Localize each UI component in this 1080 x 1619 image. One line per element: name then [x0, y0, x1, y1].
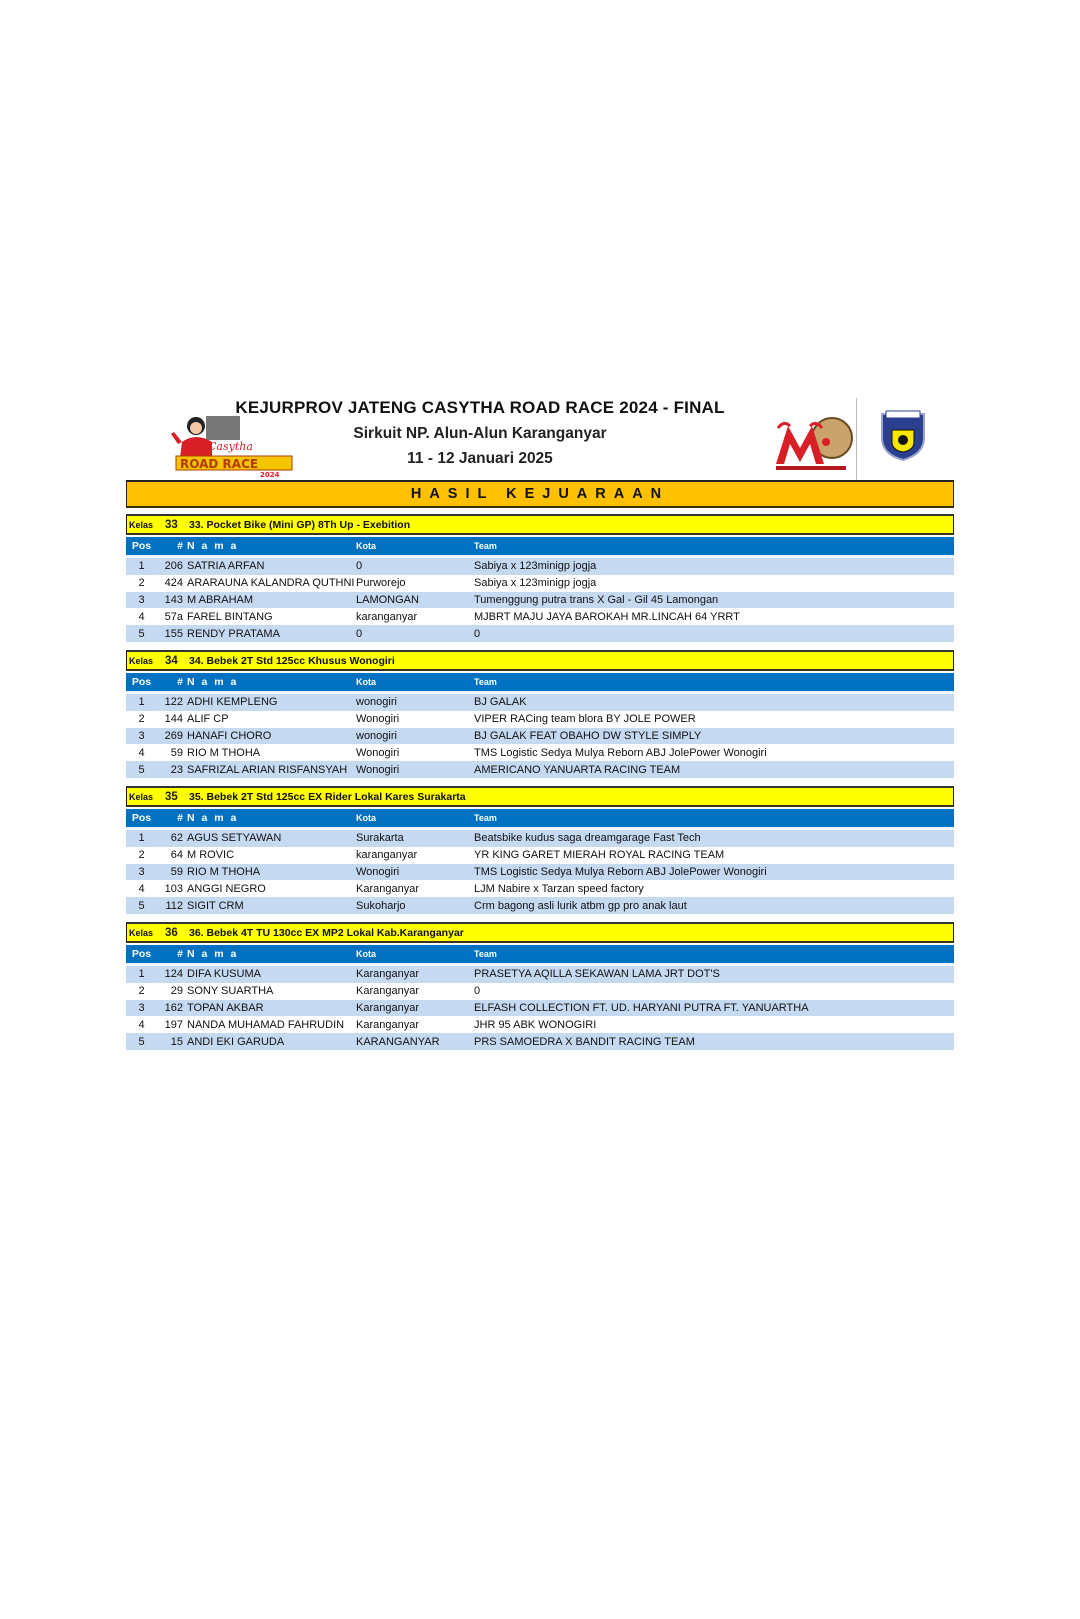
cell-nama: AGUS SETYAWAN: [187, 832, 282, 845]
cell-nama: ALIF CP: [187, 713, 229, 726]
cell-pos: 5: [138, 1035, 145, 1048]
cell-pos: 2: [138, 577, 145, 590]
cell-number: 197: [164, 1018, 183, 1031]
cell-team: Beatsbike kudus saga dreamgarage Fast Tech: [474, 832, 701, 845]
cell-team: Sabiya x 123minigp jogja: [474, 560, 597, 573]
imi-badge-logo: [878, 408, 928, 462]
cell-pos: 3: [138, 865, 145, 878]
col-pos: Pos: [131, 948, 152, 960]
col-number: #: [177, 540, 183, 552]
cell-team: Tumenggung putra trans X Gal - Gil 45 Lamongan: [474, 593, 719, 606]
cell-kota: Karanganyar: [356, 985, 419, 998]
cell-pos: 3: [138, 729, 145, 742]
cell-nama: ADHI KEMPLENG: [187, 696, 278, 709]
col-nama: N a m a: [187, 540, 239, 552]
class-label: Kelas: [129, 519, 154, 530]
cell-pos: 1: [138, 696, 145, 709]
result-rows: [126, 966, 954, 1050]
class-number: 35: [165, 790, 178, 803]
table-header: [126, 809, 954, 829]
cell-nama: SAFRIZAL ARIAN RISFANSYAH: [187, 763, 348, 776]
cell-number: 62: [170, 832, 183, 845]
cell-number: 269: [164, 729, 183, 742]
cell-nama: RENDY PRATAMA: [187, 627, 280, 640]
class-section: [126, 650, 954, 778]
cell-team: Crm bagong asli lurik atbm gp pro anak laut: [474, 899, 687, 912]
cell-team: PRASETYA AQILLA SEKAWAN LAMA JRT DOT'S: [474, 968, 720, 981]
cell-number: 143: [164, 593, 183, 606]
cell-pos: 2: [138, 713, 145, 726]
result-rows: [126, 694, 954, 778]
cell-nama: SONY SUARTHA: [187, 985, 274, 998]
cell-team: BJ GALAK: [474, 696, 527, 709]
col-team: Team: [474, 813, 497, 823]
cell-pos: 4: [138, 610, 145, 623]
cell-number: 29: [170, 985, 183, 998]
cell-number: 162: [164, 1001, 183, 1014]
cell-nama: SIGIT CRM: [187, 899, 244, 912]
svg-text:ROAD RACE: ROAD RACE: [180, 457, 259, 471]
cell-pos: 1: [138, 560, 145, 573]
result-rows: [126, 558, 954, 642]
class-section: [126, 922, 954, 1050]
casytha-road-race-logo: [168, 412, 296, 478]
class-number: 34: [165, 654, 178, 667]
col-team: Team: [474, 677, 497, 687]
results-banner: HASIL KEJUARAAN: [126, 480, 954, 508]
cell-pos: 4: [138, 1018, 145, 1031]
class-title: 33. Pocket Bike (Mini GP) 8Th Up - Exebition: [189, 518, 411, 531]
col-kota: Kota: [356, 949, 376, 959]
cell-kota: karanganyar: [356, 849, 418, 862]
cell-nama: ANDI EKI GARUDA: [187, 1035, 285, 1048]
cell-number: 155: [164, 627, 183, 640]
table-row: [126, 694, 954, 711]
col-pos: Pos: [131, 540, 152, 552]
cell-nama: DIFA KUSUMA: [187, 968, 261, 981]
cell-kota: Purworejo: [356, 577, 406, 590]
cell-nama: M ABRAHAM: [187, 593, 254, 606]
cell-number: 424: [164, 577, 183, 590]
cell-kota: Wonogiri: [356, 713, 400, 726]
class-label: Kelas: [129, 927, 154, 938]
cell-nama: ANGGI NEGRO: [187, 882, 266, 895]
karanganyar-motorsport-logo: [772, 414, 858, 474]
class-title-bar: [126, 786, 954, 807]
class-number: 33: [165, 518, 178, 531]
cell-kota: Wonogiri: [356, 746, 400, 759]
col-number: #: [177, 676, 183, 688]
cell-pos: 1: [138, 968, 145, 981]
cell-kota: LAMONGAN: [356, 593, 419, 606]
table-row: [126, 1033, 954, 1050]
cell-team: MJBRT MAJU JAYA BAROKAH MR.LINCAH 64 YRRT: [474, 610, 740, 623]
cell-number: 59: [170, 865, 183, 878]
class-title: 36. Bebek 4T TU 130cc EX MP2 Lokal Kab.Karanganyar: [189, 926, 464, 939]
class-title-bar: [126, 922, 954, 943]
class-title-bar: [126, 514, 954, 535]
cell-number: 23: [170, 763, 183, 776]
cell-team: Sabiya x 123minigp jogja: [474, 577, 597, 590]
table-row: [126, 1000, 954, 1017]
cell-number: 122: [164, 696, 183, 709]
col-team: Team: [474, 949, 497, 959]
col-number: #: [177, 812, 183, 824]
cell-pos: 4: [138, 882, 145, 895]
cell-kota: Karanganyar: [356, 968, 419, 981]
cell-team: BJ GALAK FEAT OBAHO DW STYLE SIMPLY: [474, 729, 702, 742]
cell-kota: 0: [356, 627, 363, 640]
table-row: [126, 983, 954, 1000]
cell-team: TMS Logistic Sedya Mulya Reborn ABJ JolePower Wonogiri: [474, 746, 767, 759]
event-venue: Sirkuit NP. Alun-Alun Karanganyar: [353, 425, 607, 442]
class-title: 34. Bebek 2T Std 125cc Khusus Wonogiri: [189, 654, 395, 667]
cell-kota: Karanganyar: [356, 1001, 419, 1014]
col-kota: Kota: [356, 541, 376, 551]
cell-kota: Surakarta: [356, 832, 404, 845]
col-nama: N a m a: [187, 812, 239, 824]
cell-kota: 0: [356, 560, 363, 573]
cell-nama: M ROVIC: [187, 849, 235, 862]
cell-kota: Karanganyar: [356, 1018, 419, 1031]
results-sheet: [126, 398, 954, 1048]
result-rows: [126, 830, 954, 914]
class-section: [126, 514, 954, 642]
table-row: [126, 880, 954, 897]
svg-text:2024: 2024: [260, 471, 280, 478]
cell-pos: 5: [138, 763, 145, 776]
table-row: [126, 864, 954, 881]
col-pos: Pos: [131, 676, 152, 688]
cell-pos: 3: [138, 1001, 145, 1014]
table-row: [126, 761, 954, 778]
cell-team: 0: [474, 985, 481, 998]
cell-number: 206: [164, 560, 183, 573]
cell-kota: KARANGANYAR: [356, 1035, 440, 1048]
cell-team: LJM Nabire x Tarzan speed factory: [474, 882, 644, 895]
table-row: [126, 711, 954, 728]
document-header: [126, 398, 954, 502]
cell-team: AMERICANO YANUARTA RACING TEAM: [474, 763, 681, 776]
cell-kota: wonogiri: [356, 696, 397, 709]
header-divider: [856, 398, 857, 480]
table-row: [126, 625, 954, 642]
table-header: [126, 537, 954, 557]
table-row: [126, 1016, 954, 1033]
col-nama: N a m a: [187, 676, 239, 688]
table-row: [126, 592, 954, 609]
table-row: [126, 608, 954, 625]
event-title: KEJURPROV JATENG CASYTHA ROAD RACE 2024 - FINAL: [235, 398, 725, 417]
cell-number: 144: [164, 713, 183, 726]
cell-team: 0: [474, 627, 481, 640]
cell-nama: RIO M THOHA: [187, 746, 261, 759]
col-number: #: [177, 948, 183, 960]
cell-pos: 1: [138, 832, 145, 845]
table-row: [126, 558, 954, 575]
cell-kota: karanganyar: [356, 610, 418, 623]
table-row: [126, 728, 954, 745]
class-title: 35. Bebek 2T Std 125cc EX Rider Lokal Kares Surakarta: [189, 790, 466, 803]
cell-pos: 2: [138, 985, 145, 998]
cell-number: 124: [164, 968, 183, 981]
cell-kota: Wonogiri: [356, 865, 400, 878]
class-section: [126, 786, 954, 914]
event-dates: 11 - 12 Januari 2025: [407, 450, 553, 467]
cell-number: 57a: [164, 610, 183, 623]
cell-number: 64: [170, 849, 183, 862]
class-label: Kelas: [129, 655, 154, 666]
col-pos: Pos: [131, 812, 152, 824]
cell-nama: NANDA MUHAMAD FAHRUDIN: [187, 1018, 345, 1031]
cell-pos: 3: [138, 593, 145, 606]
table-row: [126, 744, 954, 761]
cell-kota: Karanganyar: [356, 882, 419, 895]
cell-team: ELFASH COLLECTION FT. UD. HARYANI PUTRA FT. YANUARTHA: [474, 1001, 809, 1014]
col-kota: Kota: [356, 813, 376, 823]
cell-team: YR KING GARET MIERAH ROYAL RACING TEAM: [474, 849, 725, 862]
cell-pos: 2: [138, 849, 145, 862]
cell-kota: Sukoharjo: [356, 899, 406, 912]
col-kota: Kota: [356, 677, 376, 687]
col-team: Team: [474, 541, 497, 551]
cell-nama: HANAFI CHORO: [187, 729, 272, 742]
cell-nama: RIO M THOHA: [187, 865, 261, 878]
table-header: [126, 673, 954, 693]
cell-pos: 5: [138, 899, 145, 912]
cell-number: 59: [170, 746, 183, 759]
cell-team: JHR 95 ABK WONOGIRI: [474, 1018, 597, 1031]
cell-nama: TOPAN AKBAR: [187, 1001, 264, 1014]
class-title-bar: [126, 650, 954, 671]
table-row: [126, 847, 954, 864]
cell-number: 15: [170, 1035, 183, 1048]
table-row: [126, 966, 954, 983]
table-header: [126, 945, 954, 965]
cell-number: 112: [165, 899, 183, 912]
cell-pos: 5: [138, 627, 145, 640]
cell-pos: 4: [138, 746, 145, 759]
table-row: [126, 575, 954, 592]
cell-nama: ARARAUNA KALANDRA QUTHNI: [187, 577, 355, 590]
cell-kota: Wonogiri: [356, 763, 400, 776]
class-label: Kelas: [129, 791, 154, 802]
cell-team: VIPER RACing team blora BY JOLE POWER: [474, 713, 696, 726]
cell-team: PRS SAMOEDRA X BANDIT RACING TEAM: [474, 1035, 695, 1048]
cell-team: TMS Logistic Sedya Mulya Reborn ABJ JolePower Wonogiri: [474, 865, 767, 878]
class-number: 36: [165, 926, 178, 939]
svg-text:Casytha: Casytha: [208, 440, 253, 453]
cell-nama: FAREL BINTANG: [187, 610, 273, 623]
col-nama: N a m a: [187, 948, 239, 960]
cell-number: 103: [164, 882, 183, 895]
table-row: [126, 897, 954, 914]
table-row: [126, 830, 954, 847]
cell-kota: wonogiri: [356, 729, 397, 742]
cell-nama: SATRIA ARFAN: [187, 560, 265, 573]
